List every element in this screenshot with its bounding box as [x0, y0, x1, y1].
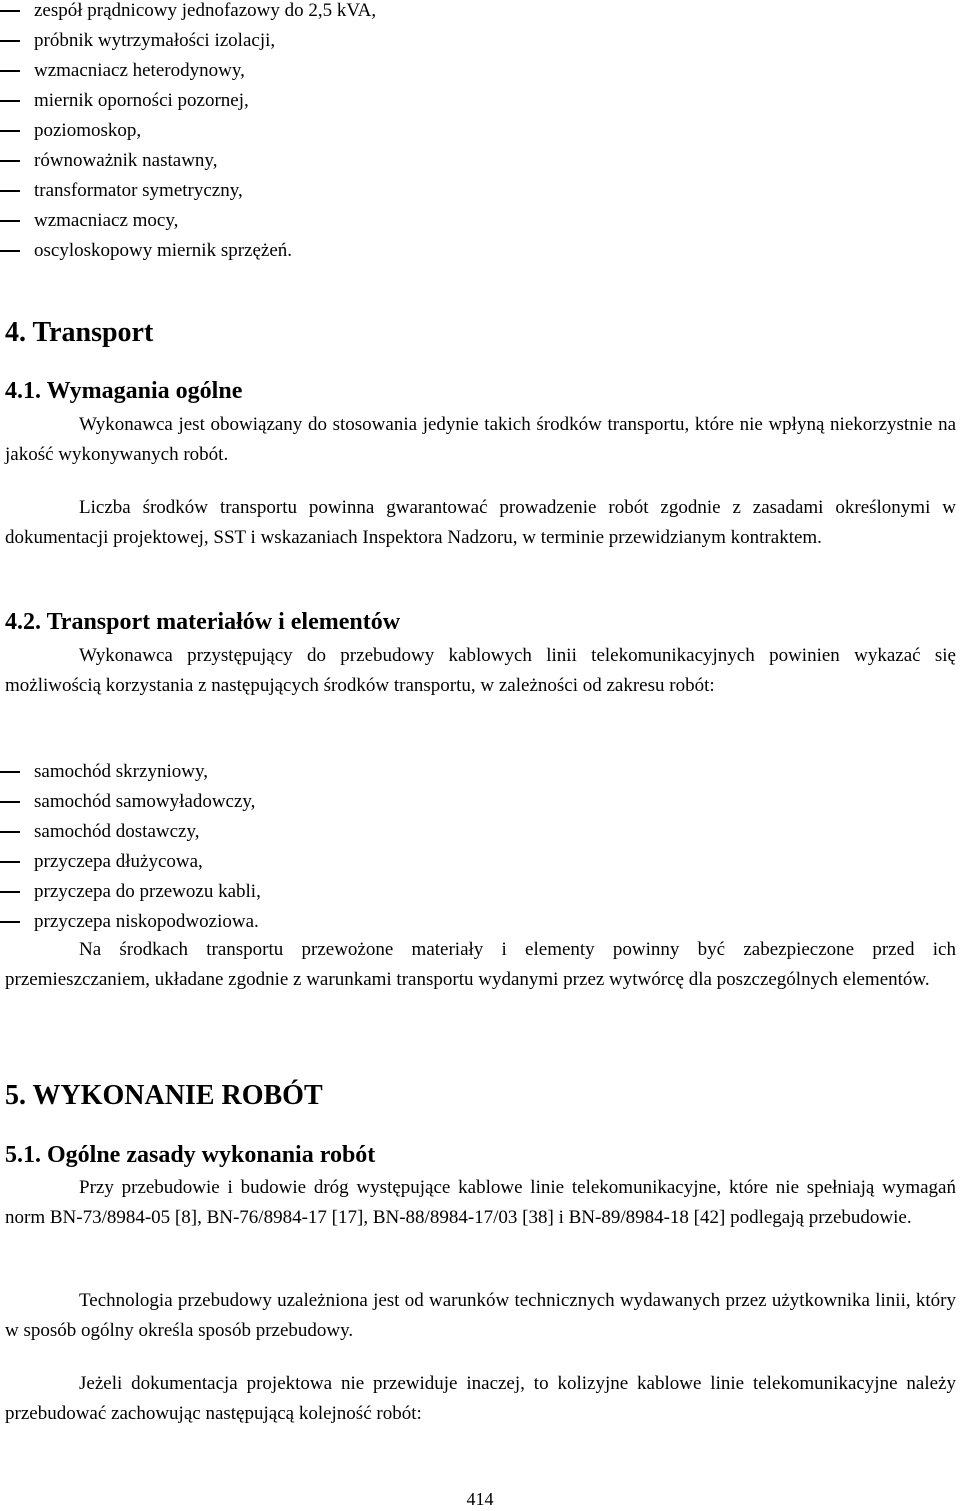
dash-bullet — [0, 921, 20, 923]
list-item: przyczepa dłużycowa, — [0, 847, 900, 877]
page-number: 414 — [466, 1489, 494, 1509]
section-4-2-paragraph-1: Wykonawca przystępujący do przebudowy kablowych linii telekomunikacyjnych powinien wykazać się możliwością korzystania z następujących środków transportu, w zależności od zakresu robót: — [5, 645, 956, 696]
list-item: miernik oporności pozornej, — [0, 86, 900, 116]
section-5-heading: 5. WYKONANIE ROBÓT — [5, 1080, 323, 1111]
dash-bullet — [0, 861, 20, 863]
list-item: wzmacniacz mocy, — [0, 206, 900, 236]
section-4-1-paragraph-1: Wykonawca jest obowiązany do stosowania jedynie takich środków transportu, które nie wpłyną niekorzystnie na jakość wykonywanych robót. — [5, 414, 956, 465]
list-item: przyczepa niskopodwoziowa. — [0, 907, 900, 937]
section-5-1-heading: 5.1. Ogólne zasady wykonania robót — [5, 1142, 376, 1168]
dash-bullet — [0, 801, 20, 803]
list-item: próbnik wytrzymałości izolacji, — [0, 26, 900, 56]
dash-bullet — [0, 70, 20, 72]
dash-bullet — [0, 160, 20, 162]
list-item: poziomoskop, — [0, 116, 900, 146]
section-5-1-paragraph-3: Jeżeli dokumentacja projektowa nie przewiduje inaczej, to kolizyjne kablowe linie telekomunikacyjne należy przebudować zachowując następującą kolejność robót: — [5, 1373, 956, 1424]
list-item: równoważnik nastawny, — [0, 146, 900, 176]
list-item: transformator symetryczny, — [0, 176, 900, 206]
list-item: wzmacniacz heterodynowy, — [0, 56, 900, 86]
dash-bullet — [0, 100, 20, 102]
list-item: samochód dostawczy, — [0, 817, 900, 847]
section-4-1-paragraph-2: Liczba środków transportu powinna gwarantować prowadzenie robót zgodnie z zasadami określonymi w dokumentacji projektowej, SST i wskazaniach Inspektora Nadzoru, w terminie przewidzianym kontraktem. — [5, 497, 956, 548]
list-item: przyczepa do przewozu kabli, — [0, 877, 900, 907]
section-5-1-paragraph-2: Technologia przebudowy uzależniona jest od warunków technicznych wydawanych przez użytkownika linii, który w sposób ogólny określa sposób przebudowy. — [5, 1290, 956, 1341]
dash-bullet — [0, 10, 20, 12]
section-4-1-heading: 4.1. Wymagania ogólne — [5, 378, 243, 404]
dash-bullet — [0, 190, 20, 192]
list-item: oscyloskopowy miernik sprzężeń. — [0, 236, 900, 266]
list-item: zespół prądnicowy jednofazowy do 2,5 kVA, — [0, 0, 900, 26]
dash-bullet — [0, 891, 20, 893]
list-item: samochód skrzyniowy, — [0, 757, 900, 787]
vehicle-list — [0, 757, 900, 937]
dash-bullet — [0, 220, 20, 222]
dash-bullet — [0, 250, 20, 252]
equipment-list — [0, 0, 900, 266]
dash-bullet — [0, 130, 20, 132]
section-4-heading: 4. Transport — [5, 317, 154, 348]
dash-bullet — [0, 771, 20, 773]
section-5-1-paragraph-1: Przy przebudowie i budowie dróg występujące kablowe linie telekomunikacyjne, które nie spełniają wymagań norm BN-73/8984-05 [8], BN-76/8984-17 [17], BN-88/8984-17/03 [38] i BN-89/8984-18 [42] podlegają przebudowie. — [5, 1177, 956, 1228]
list-item: samochód samowyładowczy, — [0, 787, 900, 817]
dash-bullet — [0, 40, 20, 42]
section-4-2-heading: 4.2. Transport materiałów i elementów — [5, 609, 401, 635]
section-4-2-paragraph-2: Na środkach transportu przewożone materiały i elementy powinny być zabezpieczone przed ich przemieszczaniem, układane zgodnie z warunkami transportu wydanymi przez wytwórcę dla poszczególnych elementów. — [5, 939, 956, 990]
dash-bullet — [0, 831, 20, 833]
